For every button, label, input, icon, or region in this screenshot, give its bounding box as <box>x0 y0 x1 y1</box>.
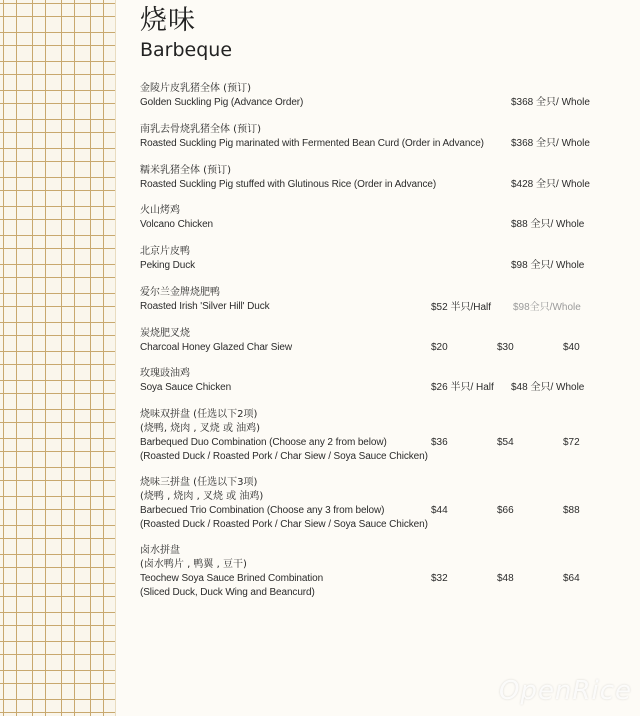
dish-name-chinese: 北京片皮鸭 <box>140 246 190 257</box>
dish-name-english: Soya Sauce Chicken <box>140 382 232 393</box>
dish-price-small: $44 <box>431 505 448 516</box>
dish-price-small: $20 <box>431 342 448 353</box>
dish-price-half: $26 半只/ Half <box>431 382 494 393</box>
dish-name-english: Barbequed Duo Combination (Choose any 2 from below) <box>140 437 387 448</box>
dish-name-chinese: 玫瑰豉油鸡 <box>140 368 190 379</box>
section-header <box>140 4 232 62</box>
dish-name-chinese: 炭烧肥叉烧 <box>140 328 190 339</box>
dish-options-english: (Sliced Duck, Duck Wing and Beancurd) <box>140 587 315 598</box>
dish-options-chinese: (卤水鸭片 , 鸭翼 , 豆干) <box>140 559 247 570</box>
dish-name-english: Peking Duck <box>140 260 196 271</box>
dish-price-large: $64 <box>563 573 580 584</box>
dish-name-english: Charcoal Honey Glazed Char Siew <box>140 342 292 353</box>
dish-options-chinese: (烧鸭 , 烧肉 , 叉烧 或 油鸡) <box>140 491 264 502</box>
dish-name-english: Roasted Suckling Pig marinated with Fermented Bean Curd (Order in Advance) <box>140 138 484 149</box>
dish-options-english: (Roasted Duck / Roasted Pork / Char Siew / Soya Sauce Chicken) <box>140 451 428 462</box>
dish-name-english: Roasted Irish 'Silver Hill' Duck <box>140 301 270 312</box>
dish-price-small: $36 <box>431 437 448 448</box>
dish-price: $368 全只/ Whole <box>511 138 590 149</box>
dish-price: $98 全只/ Whole <box>511 260 585 271</box>
menu-item <box>140 408 610 464</box>
dish-price-whole: $98全只/Whole <box>513 302 581 313</box>
dish-price-small: $32 <box>431 573 448 584</box>
dish-price-whole: $48 全只/ Whole <box>511 382 585 393</box>
dish-price-large: $72 <box>563 437 580 448</box>
dish-name-english: Roasted Suckling Pig stuffed with Glutinous Rice (Order in Advance) <box>140 179 437 190</box>
dish-name-chinese: 南乳去骨烧乳猪全体 (预订) <box>140 124 261 135</box>
dish-name-english: Teochew Soya Sauce Brined Combination <box>140 573 324 584</box>
dish-name-chinese: 烧味三拼盘 (任选以下3项) <box>140 477 258 488</box>
dish-price-large: $88 <box>563 505 580 516</box>
dish-name-english: Golden Suckling Pig (Advance Order) <box>140 97 304 108</box>
dish-price-large: $40 <box>563 342 580 353</box>
dish-name-chinese: 金陵片皮乳猪全体 (预订) <box>140 83 251 94</box>
dish-price-medium: $54 <box>497 437 514 448</box>
dish-price-half: $52 半只/Half <box>431 302 492 313</box>
dish-price-medium: $30 <box>497 342 514 353</box>
dish-price-medium: $48 <box>497 573 514 584</box>
dish-name-chinese: 爱尔兰金牌烧肥鸭 <box>140 287 220 298</box>
dish-name-english: Volcano Chicken <box>140 219 213 230</box>
dish-price: $88 全只/ Whole <box>511 219 585 230</box>
dish-name-chinese: 火山烤鸡 <box>140 205 180 216</box>
dish-name-chinese: 烧味双拼盘 (任选以下2项) <box>140 409 258 420</box>
dish-options-english: (Roasted Duck / Roasted Pork / Char Siew / Soya Sauce Chicken) <box>140 519 428 530</box>
decorative-lattice-border <box>0 0 116 716</box>
section-title-english: Barbeque <box>140 39 233 61</box>
dish-price: $368 全只/ Whole <box>511 97 590 108</box>
dish-name-chinese: 糯米乳猪全体 (预订) <box>140 165 231 176</box>
menu-item <box>140 544 610 600</box>
dish-name-english: Barbecued Trio Combination (Choose any 3 from below) <box>140 505 385 516</box>
menu-item <box>140 476 610 532</box>
menu-item <box>140 327 610 355</box>
section-title-chinese: 烧味 <box>140 5 196 36</box>
dish-options-chinese: (烧鸭, 烧肉 , 叉烧 或 油鸡) <box>140 423 261 434</box>
dish-price-medium: $66 <box>497 505 514 516</box>
dish-name-chinese: 卤水拼盘 <box>140 545 180 556</box>
openrice-watermark-logo: OpenRice <box>498 676 632 706</box>
dish-price: $428 全只/ Whole <box>511 179 590 190</box>
